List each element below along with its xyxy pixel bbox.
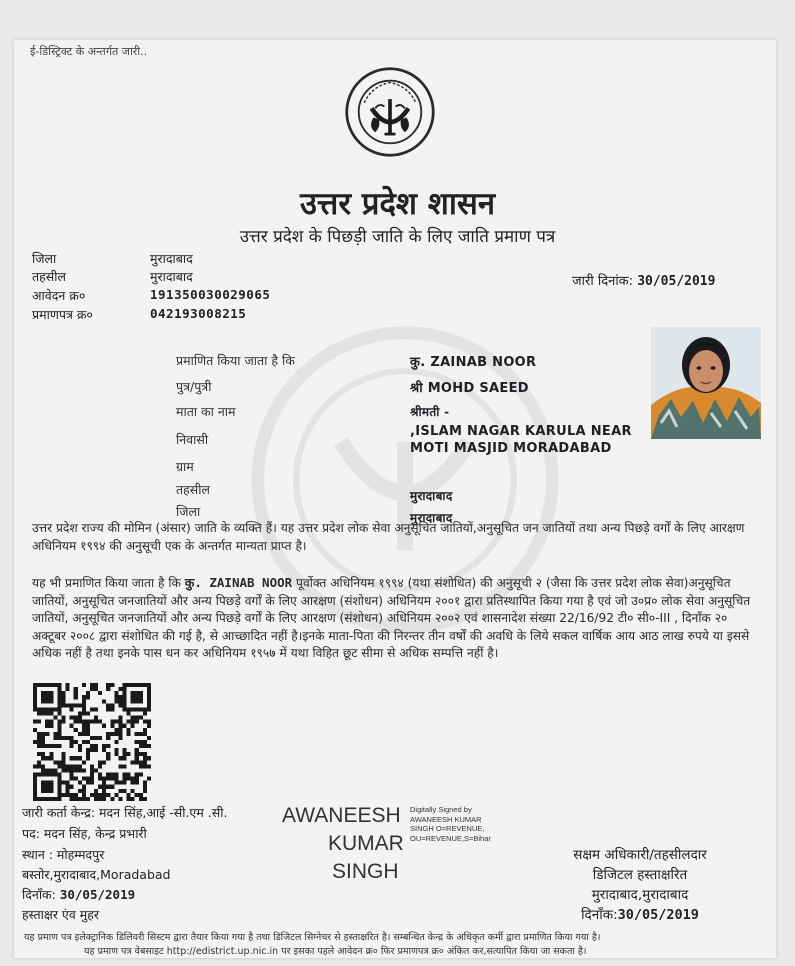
issuer-date-value: 30/05/2019 xyxy=(59,887,136,902)
signature-name-line-1: AWANEESH xyxy=(282,804,401,827)
footer-note-2: यह प्रमाण पत्र वेबसाइट http://edistrict.up.nic.in पर इसका पहले आवेदन क्र० फिर प्रमाणपत्र क्र० अंकित कर,सत्यापित किया जा सकता है। xyxy=(84,946,587,957)
issuer-date-label: दिनाँक: xyxy=(22,887,56,902)
issue-date-value: 30/05/2019 xyxy=(637,274,716,289)
issuer-date xyxy=(22,886,135,903)
authority-digital: डिजिटल हस्ताक्षरित xyxy=(592,867,688,883)
field-village-label: ग्राम xyxy=(176,459,194,474)
digital-signature-line-1: Digitally Signed by xyxy=(410,805,472,814)
field-tehsil-label: तहसील xyxy=(176,482,210,497)
issuer-center: जारी कर्ता केन्द्र: मदन सिंह,आई -सी.एम .सी. xyxy=(22,805,228,820)
up-government-emblem-icon xyxy=(344,66,436,158)
digital-signature-note xyxy=(410,805,491,843)
field-mother-value: श्रीमती - xyxy=(410,405,450,419)
digital-signature-line-2: AWANEESH KUMAR xyxy=(410,814,482,824)
meta-tehsil-label: तहसील xyxy=(32,269,66,284)
field-district-label: जिला xyxy=(176,504,201,519)
footer-note-1: यह प्रमाण पत्र इलेक्ट्रानिक डिलिवरी सिस्टम द्वारा तैयार किया गया है तथा डिजिटल सिग्नेचर से हस्ताक्षरित है। सम्बन्धित केन्द्र के अधिकृत कर्मी द्वारा प्रमाणित किया गया है। xyxy=(24,932,601,943)
header-note: ई-डिस्ट्रिक्ट के अन्तर्गत जारी.. xyxy=(30,45,148,58)
authority-date-value: 30/05/2019 xyxy=(617,907,699,923)
body-paragraph-2 xyxy=(32,574,754,663)
authority-title: सक्षम अधिकारी/तहसीलदार xyxy=(573,847,707,863)
body-paragraph-1: उत्तर प्रदेश राज्य की मोमिन (अंसार) जाति के व्यक्ति हैं। यह उत्तर प्रदेश लोक सेवा अनुसूचित जातियों,अनुसूचित जन जातियों तथा अन्य पिछड़े वर्गों के लिए आरक्षण अधिनियम १९९४ की अनुसूची एक के अन्तर्गत मान्यता प्राप्त है। xyxy=(32,521,745,553)
issuer-seal-label: हस्ताक्षर एंव मुहर xyxy=(22,907,99,922)
field-certified-value: कु. ZAINAB NOOR xyxy=(410,355,537,370)
authority-date-label: दिनाँक: xyxy=(581,907,618,923)
field-parent-value: श्री MOHD SAEED xyxy=(410,381,529,396)
body-p2-text: पूर्वोक्त अधिनियम १९९४ (यथा संशोधित) की अनुसूची २ (जैसा कि उत्तर प्रदेश लोक सेवा)अनुसूचित जातियों, अनुसूचित जनजातियों और अन्य पिछड़े वर्गों के लिए आरक्षण (संशोधन) अधिनियम २००१ द्वारा प्रतिस्थापित किया गया है एवं जो उ०प्र० लोक सेवा अनुसूचित जातियों, अनुसूचित जनजातियों और अन्य पिछड़े वर्गों के लिए आरक्षण (संशोधन) अधिनियम २००२ एवं शासनादेश संख्या 22/16/92 टी० सी०-III , दिनाँक २० अक्टूबर २००८ द्वारा संशोधित की गई है, से आच्छादित नहीं है।इनके माता-पिता की निरन्तर तीन वर्षों की अवधि के लिये सकल वार्षिक आय आठ लाख रुपये या इससे अधिक नहीं है तथा इनके पास धन कर अधिनियम १९५७ में यथा विहित छूट सीमा से अधिक सम्पत्ति नहीं है। xyxy=(32,576,751,661)
digital-signature-line-3: SINGH O=REVENUE, xyxy=(410,824,485,833)
meta-application-value: 191350030029065 xyxy=(150,287,271,302)
issuer-post: पद: मदन सिंह, केन्द्र प्रभारी xyxy=(22,826,147,841)
field-parent-label: पुत्र/पुत्री xyxy=(176,379,212,394)
issuer-address: बस्तोर,मुरादाबाद,Moradabad xyxy=(22,867,171,882)
field-resident-value-1: ,ISLAM NAGAR KARULA NEAR xyxy=(410,424,632,439)
meta-tehsil-value: मुरादाबाद xyxy=(150,269,193,284)
body-p2-prefix: यह भी प्रमाणित किया जाता है कि xyxy=(32,576,181,590)
signature-name-line-2: KUMAR xyxy=(328,832,404,855)
page-subtitle: उत्तर प्रदेश के पिछड़ी जाति के लिए जाति प्रमाण पत्र xyxy=(239,227,556,247)
qr-code xyxy=(33,683,151,801)
signature-name-line-3: SINGH xyxy=(332,860,399,883)
field-mother-label: माता का नाम xyxy=(176,404,236,419)
digital-signature-line-4: OU=REVENUE,S=Bihar xyxy=(410,833,491,843)
field-certified-label: प्रमाणित किया जाता है कि xyxy=(176,353,295,368)
authority-place: मुरादाबाद,मुरादाबाद xyxy=(591,887,689,903)
issue-date xyxy=(572,271,715,289)
authority-date xyxy=(540,905,740,923)
meta-application-label: आवेदन क्र० xyxy=(32,288,86,303)
body-p2-name: कु. ZAINAB NOOR xyxy=(184,575,293,590)
issue-date-label: जारी दिनांक: xyxy=(572,274,634,289)
field-tehsil-value: मुरादाबाद xyxy=(410,489,453,503)
field-resident-value-2: MOTI MASJID MORADABAD xyxy=(410,441,612,456)
meta-certificate-value: 042193008215 xyxy=(150,306,247,321)
field-resident-label: निवासी xyxy=(176,432,209,447)
meta-district-label: जिला xyxy=(32,251,57,266)
meta-district-value: मुरादाबाद xyxy=(150,251,193,266)
applicant-photo xyxy=(651,327,761,439)
page-title: उत्तर प्रदेश शासन xyxy=(299,186,496,222)
meta-certificate-label: प्रमाणपत्र क्र० xyxy=(32,307,93,322)
issuer-place: स्थान : मोहम्मदपुर xyxy=(22,847,105,862)
field-district-value: मुरादाबाद xyxy=(410,511,453,525)
